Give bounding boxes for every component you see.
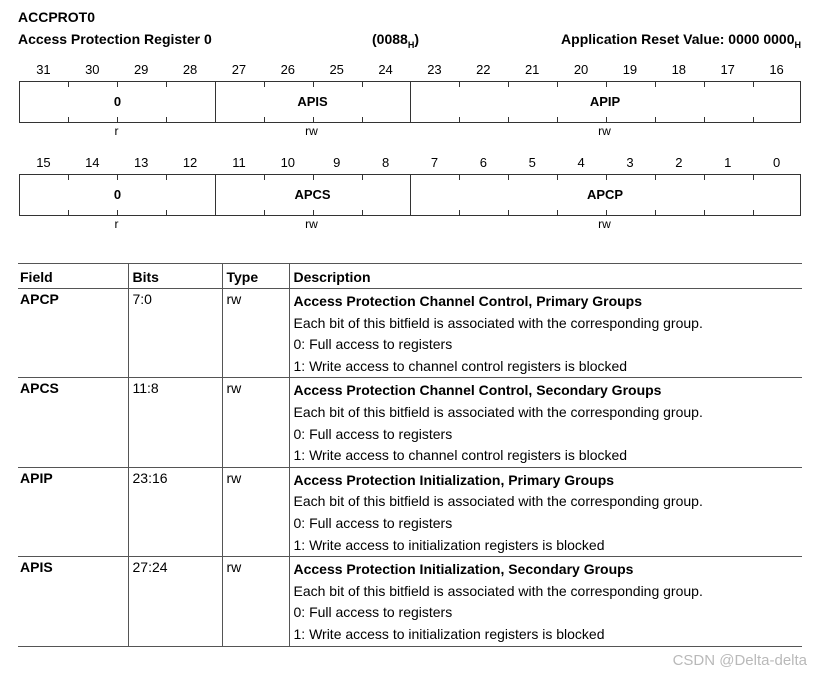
row-description [289, 557, 802, 646]
bit-number: 23 [427, 62, 442, 77]
bit-number: 5 [528, 155, 536, 170]
reset-label: Application Reset Value: 0000 0000 [561, 31, 795, 47]
bit-number: 25 [329, 62, 344, 77]
bit-number: 6 [479, 155, 487, 170]
bit-number: 28 [182, 62, 198, 77]
row-type: rw [222, 557, 289, 646]
description-title: Access Protection Initialization, Secondary Groups [293, 561, 634, 578]
watermark: CSDN @Delta-delta [672, 652, 807, 669]
description-line: 1: Write access to initialization registers is blocked [293, 625, 605, 642]
description-line: 1: Write access to initialization registers is blocked [293, 536, 605, 553]
description-line: 1: Write access to channel control registers is blocked [293, 357, 628, 374]
field-description-table [18, 263, 802, 647]
bit-number: 3 [626, 155, 634, 170]
reset-sub: H [794, 39, 801, 50]
bit-number: 27 [231, 62, 247, 77]
field-reserved-upper: 0 [113, 94, 122, 109]
row-field: APIP [18, 467, 128, 556]
bit-number: 22 [476, 62, 491, 77]
bit-number: 13 [133, 155, 149, 170]
description-line: 1: Write access to channel control registers is blocked [293, 447, 628, 464]
row-field: APCP [18, 289, 128, 378]
row-type: rw [222, 289, 289, 378]
field-apcp: APCP [586, 187, 624, 202]
bit-number: 2 [675, 155, 683, 170]
upper-field-types [19, 124, 801, 138]
bit-number: 18 [671, 62, 687, 77]
description-title: Access Protection Initialization, Primary Groups [293, 471, 615, 488]
table-row [18, 378, 802, 467]
bit-number: 9 [333, 155, 341, 170]
type-apcs: rw [305, 217, 318, 231]
type-apip: rw [598, 124, 611, 138]
bit-number: 26 [280, 62, 296, 77]
bit-number: 24 [378, 62, 393, 77]
description-line: Each bit of this bitfield is associated with the corresponding group. [293, 314, 703, 331]
table-row [18, 467, 802, 556]
type-reserved-upper: r [114, 124, 119, 138]
lower-field-types [19, 217, 801, 231]
bit-number: 15 [36, 155, 51, 170]
lower-bit-numbers [19, 155, 801, 171]
description-line: 0: Full access to registers [293, 425, 453, 442]
description-line: Each bit of this bitfield is associated with the corresponding group. [293, 493, 703, 510]
bit-number: 12 [182, 155, 198, 170]
description-line: Each bit of this bitfield is associated with the corresponding group. [293, 403, 703, 420]
bit-number: 7 [430, 155, 439, 170]
lower-register-box [19, 174, 801, 216]
bit-number: 19 [622, 62, 638, 77]
register-long-name: Access Protection Register 0 [18, 31, 212, 47]
offset-sub: H [407, 39, 415, 50]
bit-number: 11 [232, 155, 246, 170]
bit-number: 30 [85, 62, 100, 77]
row-type: rw [222, 378, 289, 467]
field-apcs: APCS [294, 187, 331, 202]
offset-suffix: ) [414, 31, 419, 47]
bit-number: 17 [720, 62, 735, 77]
upper-bit-numbers [19, 62, 801, 78]
row-type: rw [222, 467, 289, 556]
description-line: 0: Full access to registers [293, 604, 453, 621]
row-bits: 27:24 [128, 557, 222, 646]
bit-number: 4 [577, 155, 585, 170]
row-bits: 7:0 [128, 289, 222, 378]
bit-number: 14 [85, 155, 100, 170]
header-bits: Bits [128, 264, 222, 289]
field-apis: APIS [297, 94, 328, 109]
bit-number: 21 [524, 62, 540, 77]
row-bits: 11:8 [128, 378, 222, 467]
header-field: Field [18, 264, 128, 289]
table-row [18, 289, 802, 378]
bit-number: 10 [280, 155, 296, 170]
register-offset [372, 31, 419, 50]
row-bits: 23:16 [128, 467, 222, 556]
bit-number: 1 [724, 155, 732, 170]
bit-number: 8 [381, 155, 390, 170]
table-header-row [18, 264, 802, 289]
bit-number: 0 [772, 155, 781, 170]
description-line: 0: Full access to registers [293, 336, 453, 353]
header-type: Type [222, 264, 289, 289]
reset-value [561, 31, 801, 50]
row-description [289, 289, 802, 378]
register-name: ACCPROT0 [18, 9, 96, 25]
field-apip: APIP [589, 94, 621, 109]
row-description [289, 467, 802, 556]
table-row [18, 557, 802, 646]
row-description [289, 378, 802, 467]
upper-register-box [19, 81, 801, 123]
description-title: Access Protection Channel Control, Primary Groups [293, 293, 643, 309]
bit-number: 20 [573, 62, 589, 77]
type-apcp: rw [598, 217, 611, 231]
bit-number: 29 [133, 62, 149, 77]
type-reserved-lower: r [114, 217, 119, 231]
header-description: Description [289, 264, 802, 289]
bit-number: 16 [769, 62, 784, 77]
description-title: Access Protection Channel Control, Secondary Groups [293, 382, 662, 399]
row-field: APIS [18, 557, 128, 646]
offset-prefix: (0088 [372, 31, 408, 47]
type-apis: rw [305, 124, 318, 138]
description-line: 0: Full access to registers [293, 514, 453, 531]
row-field: APCS [18, 378, 128, 467]
description-line: Each bit of this bitfield is associated with the corresponding group. [293, 582, 703, 599]
bit-number: 31 [36, 62, 51, 77]
field-reserved-lower: 0 [113, 187, 122, 202]
